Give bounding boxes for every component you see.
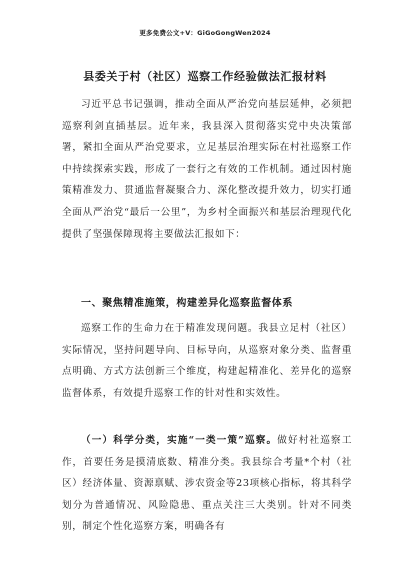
paragraph-subsection-1 — [62, 430, 352, 538]
document-title: 县委关于村（社区）巡察工作经验做法汇报材料 — [83, 70, 327, 83]
section-heading-1: 一、聚焦精准施策，构建差异化巡察监督体系 — [81, 298, 293, 309]
header-watermark: 更多免费公文+V：GiGoGongWen2024 — [139, 29, 271, 37]
paragraph-intro: 习近平总书记强调，推动全面从严治党向基层延伸，必须把巡察利剑直插基层。近年来，我县深入贯彻落实党中央决策部署，紧扣全面从严治党要求，立足基层治理实际在村社巡察工作中持续探索实践，形成了一套行之有效的工作机制。通过因村施策精准发力、贯通监督凝聚合力、深化整改提升效力，切实打通全面从严治党“最后一公里”，为乡村全面振兴和基层治理现代化提供了坚强保障现将主要做法汇报如下： — [62, 99, 352, 240]
subsection-body-1: 做好村社巡察工作，首要任务是摸清底数、精准分类。我县综合考量*个村（社区）经济体量、资源禀赋、涉农资金等23项核心指标，将其科学划分为普通情况、风险隐患、重点关注三大类别。针对不同类别，制定个性化巡察方案，明确各有 — [62, 435, 353, 533]
paragraph-section-1: 巡察工作的生命力在于精准发现问题。我县立足村（社区）实际情况，坚持问题导向、目标导向，从巡察对象分类、监督重点明确、方式方法创新三个维度，构建起精准化、差异化的巡察监督体系，有效提升巡察工作的针对性和实效性。 — [62, 323, 352, 399]
subsection-heading-1: （一）科学分类，实施“一类一策”巡察。 — [81, 435, 278, 446]
